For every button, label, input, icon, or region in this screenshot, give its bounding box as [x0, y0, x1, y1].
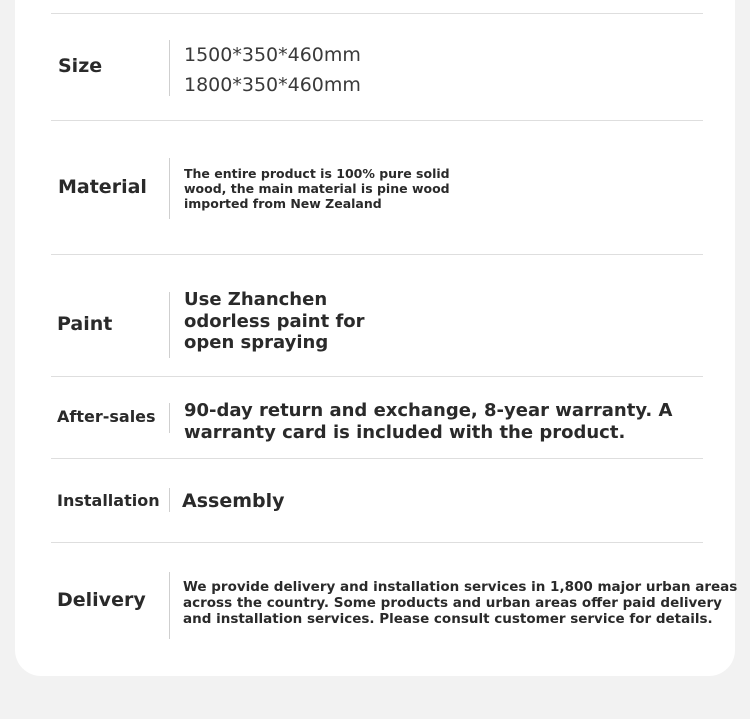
spec-label: Size	[58, 55, 103, 77]
spec-value	[184, 40, 361, 100]
value-line: We provide delivery and installation services in 1,800 major urban areas	[183, 579, 738, 595]
spec-label: After-sales	[57, 407, 156, 426]
spec-value	[184, 166, 450, 211]
value-line: imported from New Zealand	[184, 196, 382, 211]
spec-label: Installation	[57, 491, 160, 510]
spec-row-size	[51, 14, 703, 120]
spec-label: Material	[58, 176, 147, 198]
spec-row-after-sales	[51, 377, 703, 458]
column-divider	[169, 40, 170, 96]
value-line: 1500*350*460mm	[184, 44, 361, 66]
spec-row-installation	[51, 459, 703, 542]
spec-label: Paint	[57, 313, 113, 335]
spec-value	[184, 289, 365, 354]
value-line: odorless paint for	[184, 310, 365, 332]
spec-row-delivery	[51, 543, 738, 653]
value-line: The entire product is 100% pure solid	[184, 166, 450, 181]
column-divider	[169, 572, 170, 639]
value-line: open spraying	[184, 332, 329, 353]
column-divider	[169, 488, 170, 512]
spec-value	[182, 489, 285, 513]
spec-label: Delivery	[57, 589, 146, 611]
column-divider	[169, 292, 170, 358]
value-line: wood, the main material is pine wood	[184, 181, 450, 196]
value-line: across the country. Some products and urban areas offer paid delivery	[183, 595, 722, 611]
spec-value	[184, 400, 672, 443]
column-divider	[169, 158, 170, 219]
spec-value	[183, 579, 737, 627]
value-line: Use Zhanchen	[184, 289, 328, 310]
value-line: 1800*350*460mm	[184, 74, 361, 96]
spec-row-paint	[51, 255, 703, 376]
value-line: warranty card is included with the product.	[184, 421, 626, 443]
spec-row-material	[51, 121, 703, 254]
value-line: Assembly	[182, 490, 285, 512]
value-line: and installation services. Please consult customer service for details.	[183, 611, 713, 627]
column-divider	[169, 403, 170, 433]
value-line: 90-day return and exchange, 8-year warranty. A	[184, 400, 673, 421]
